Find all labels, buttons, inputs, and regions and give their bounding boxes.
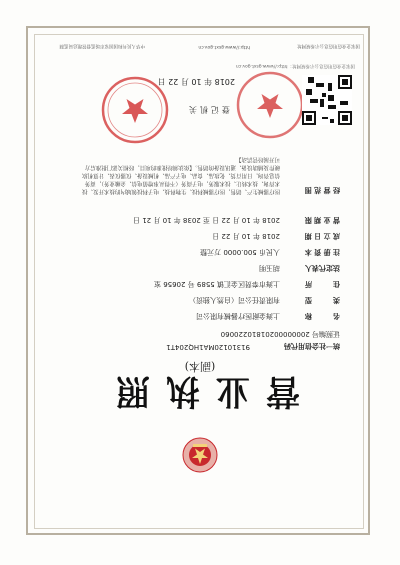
field-value-scope: 医疗器械生产、销售，医疗器械科技、生物科技、电子科技领域内的技术开发、技术咨询、技术转让、技术服务，电子商务（不得从事增值电信、金融业务），商务信息咨询，日用百货、化妆品、食品、电子产品、机械设备、仪器仪表、计算机软硬件及辅助设备、通讯设备的销售。【依法须经批准的项目，经相关部门批准后方可开展经营活动】 bbox=[81, 156, 280, 194]
issuing-authority: 登记机关 bbox=[186, 105, 230, 114]
field-value-address: 上海市奉贤区金汇镇 5589 号 20656 室 bbox=[154, 280, 280, 288]
credit-code-value: 91310120MA1HQ204T1 bbox=[166, 343, 250, 351]
field-label-term: 营 业 期 限 bbox=[304, 216, 340, 224]
national-emblem-icon bbox=[182, 437, 218, 473]
field-value-type: 有限责任公司（自然人独资） bbox=[189, 296, 280, 304]
field-label-address: 住 所 bbox=[305, 280, 340, 288]
license-subtitle: (副本) bbox=[184, 360, 216, 373]
field-label-name: 名 称 bbox=[305, 312, 340, 320]
field-label-type: 类 型 bbox=[305, 296, 340, 304]
field-label-scope: 经 营 范 围 bbox=[304, 186, 340, 194]
field-value-name: 上海金耐医疗器械有限公司 bbox=[196, 312, 280, 320]
field-label-legal-rep: 法定代表人 bbox=[305, 264, 340, 272]
footer-supervisor-text: 中华人民共和国国家市场监督管理总局监制 bbox=[59, 43, 145, 48]
credit-code-label: 统一社会信用代码 bbox=[284, 342, 340, 350]
qr-caption: 国家企业信用信息公示系统网址：http://www.gsxt.gov.cn bbox=[235, 63, 355, 68]
footer-left-text: 国家企业信用信息公示系统网址 bbox=[297, 43, 360, 48]
field-value-capital: 人民币 500.0000 万元整 bbox=[200, 248, 280, 256]
qr-code-icon bbox=[302, 75, 352, 125]
field-value-established: 2018 年 10 月 22 日 bbox=[212, 232, 280, 240]
registration-stamp-icon bbox=[235, 70, 305, 140]
issue-date: 2018 年 10 月 22 日 bbox=[157, 77, 235, 86]
field-value-legal-rep: 胡玉明 bbox=[259, 264, 280, 272]
field-label-established: 成 立 日 期 bbox=[304, 232, 340, 240]
footer-url: http://www.gsxt.gov.cn bbox=[198, 44, 250, 49]
field-value-term: 2018 年 10 月 22 日 至 2038 年 10 月 21 日 bbox=[133, 216, 280, 224]
field-label-capital: 注 册 资 本 bbox=[304, 248, 340, 256]
cert-number: 证照编号 20000000201810220060 bbox=[220, 330, 340, 338]
license-title: 营业执照 bbox=[100, 371, 300, 411]
